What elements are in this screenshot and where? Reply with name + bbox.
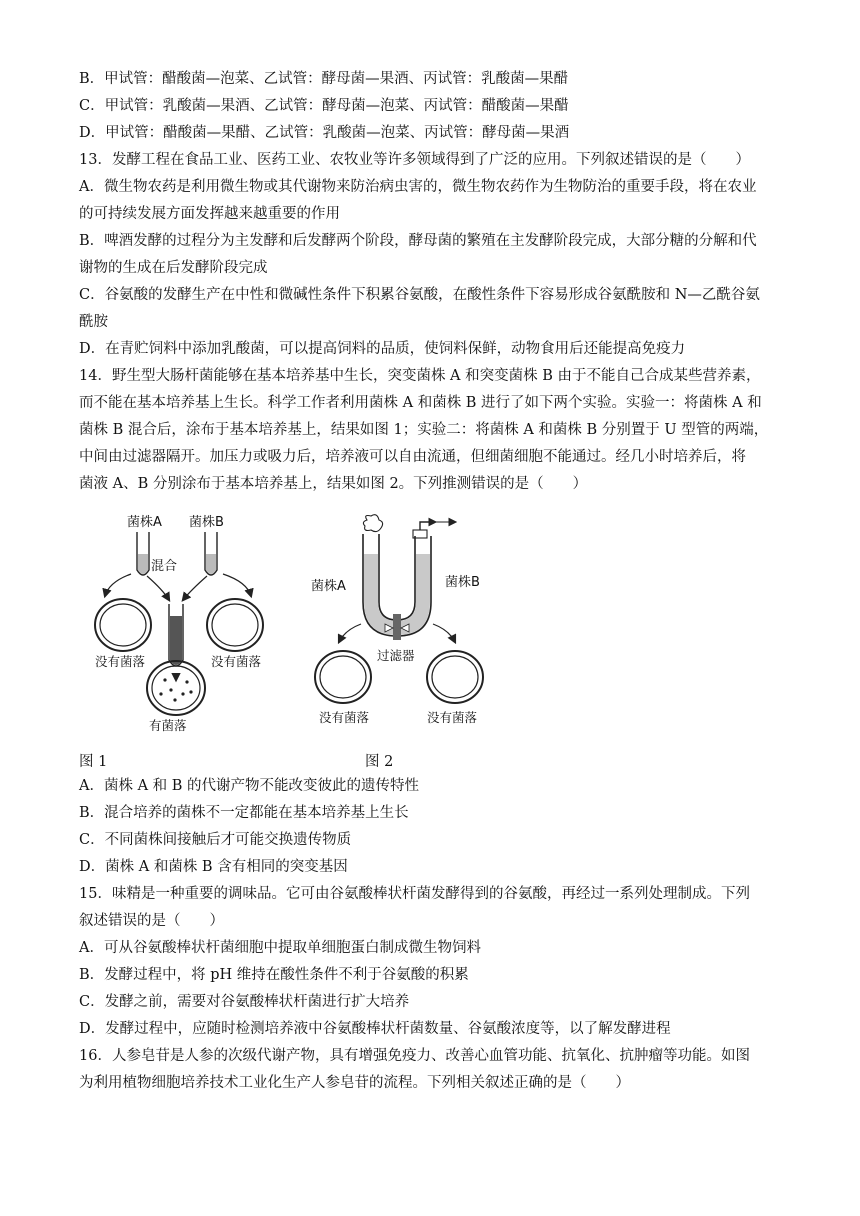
- figure1-no-colony-left: 没有菌落: [95, 654, 146, 669]
- figure2-label-b: 菌株B: [445, 575, 480, 590]
- petri-dish-left: [95, 599, 151, 651]
- petri-dish-left: [315, 651, 371, 703]
- q15-option-a: A．可从谷氨酸棒状杆菌细胞中提取单细胞蛋白制成微生物饲料: [79, 940, 481, 956]
- q15-option-b: B．发酵过程中，将 pH 维持在酸性条件不利于谷氨酸的积累: [79, 967, 469, 983]
- figure-1-diagram: [85, 508, 295, 738]
- figure1-has-colony: 有菌落: [149, 718, 187, 733]
- figure2-filter-label: 过滤器: [377, 648, 415, 663]
- figure2-no-colony-right: 没有菌落: [427, 710, 478, 725]
- q14-option-a: A．菌株 A 和 B 的代谢产物不能改变彼此的遗传特性: [79, 778, 420, 794]
- q13-line: A．微生物农药是利用微生物或其代谢物来防治病虫害的，微生物农药作为生物防治的重要手段，将在农业: [79, 179, 757, 195]
- figure1-label-b: 菌株B: [189, 515, 224, 530]
- q15-option-d: D．发酵过程中，应随时检测培养液中谷氨酸棒状杆菌数量、谷氨酸浓度等，以了解发酵进程: [79, 1021, 671, 1037]
- figure1-mix-label: 混合: [151, 559, 178, 574]
- q15-stem-line: 15．味精是一种重要的调味品。它可由谷氨酸棒状杆菌发酵得到的谷氨酸，再经过一系列处理制成。下列: [79, 886, 750, 902]
- petri-dish-with-colonies: [147, 661, 205, 715]
- q14-stem-line: 14．野生型大肠杆菌能够在基本培养基中生长，突变菌株 A 和突变菌株 B 由于不能自己合成某些营养素，: [79, 368, 761, 384]
- mixed-test-tube: [169, 604, 183, 666]
- test-tube-a: [137, 532, 149, 575]
- figure1-no-colony-right: 没有菌落: [211, 654, 262, 669]
- q13-line: C．谷氨酸的发酵生产在中性和微碱性条件下积累谷氨酸，在酸性条件下容易形成谷氨酰胺和 N—乙酰谷氨: [79, 287, 760, 303]
- q16-stem-line: 16．人参皂苷是人参的次级代谢产物，具有增强免疫力、改善心血管功能、抗氧化、抗肿瘤等功能。如图: [79, 1048, 750, 1064]
- q14-stem-line: 中间由过滤器隔开。加压力或吸力后，培养液可以自由流通，但细菌细胞不能通过。经几小时培养后，将: [79, 449, 746, 465]
- figure2-no-colony-left: 没有菌落: [319, 710, 370, 725]
- q14-stem-line: 而不能在基本培养基上生长。科学工作者利用菌株 A 和菌株 B 进行了如下两个实验。实验一：将菌株 A 和: [79, 395, 762, 411]
- figure2-label-a: 菌株A: [311, 579, 346, 594]
- petri-dish-right: [427, 651, 483, 703]
- q14-stem-line: 菌液 A、B 分别涂布于基本培养基上，结果如图 2。下列推测错误的是（ ）: [79, 476, 588, 492]
- cotton-plug-icon: [363, 515, 382, 532]
- q12-option-d: D．甲试管：醋酸菌—果醋、乙试管：乳酸菌—泡菜、丙试管：酵母菌—果酒: [79, 125, 570, 141]
- q12-option-c: C．甲试管：乳酸菌—果酒、乙试管：酵母菌—泡菜、丙试管：醋酸菌—果醋: [79, 98, 569, 114]
- q15-stem-line: 叙述错误的是（ ）: [79, 913, 224, 929]
- figure-2-diagram: [305, 514, 490, 730]
- petri-dish-right: [207, 599, 263, 651]
- q14-option-c: C．不同菌株间接触后才可能交换遗传物质: [79, 832, 352, 848]
- figure-1-caption: 图 1: [79, 754, 108, 770]
- q14-option-b: B．混合培养的菌株不一定都能在基本培养基上生长: [79, 805, 409, 821]
- q13-line: 谢物的生成在后发酵阶段完成: [79, 260, 268, 276]
- q12-option-b: B．甲试管：醋酸菌—泡菜、乙试管：酵母菌—果酒、丙试管：乳酸菌—果醋: [79, 71, 569, 87]
- q15-option-c: C．发酵之前，需要对谷氨酸棒状杆菌进行扩大培养: [79, 994, 410, 1010]
- q13-line: 的可持续发展方面发挥越来越重要的作用: [79, 206, 340, 222]
- q13-line: 酰胺: [79, 314, 108, 330]
- figure1-label-a: 菌株A: [127, 515, 162, 530]
- q16-stem-line: 为利用植物细胞培养技术工业化生产人参皂苷的流程。下列相关叙述正确的是（ ）: [79, 1075, 630, 1091]
- q14-stem-line: 菌株 B 混合后，涂布于基本培养基上，结果如图 1；实验二：将菌株 A 和菌株 B 分别置于 U 型管的两端，: [79, 422, 769, 438]
- q13-stem: 13．发酵工程在食品工业、医药工业、农牧业等许多领域得到了广泛的应用。下列叙述错误的是（ ）: [79, 152, 750, 168]
- figure-2-caption: 图 2: [365, 754, 394, 770]
- u-tube: [363, 534, 431, 640]
- q13-line: B．啤酒发酵的过程分为主发酵和后发酵两个阶段，酵母菌的繁殖在主发酵阶段完成，大部分糖的分解和代: [79, 233, 757, 249]
- q14-option-d: D．菌株 A 和菌株 B 含有相同的突变基因: [79, 859, 348, 875]
- test-tube-b: [205, 532, 217, 575]
- q13-line: D．在青贮饲料中添加乳酸菌，可以提高饲料的品质，使饲料保鲜，动物食用后还能提高免疫力: [79, 341, 686, 357]
